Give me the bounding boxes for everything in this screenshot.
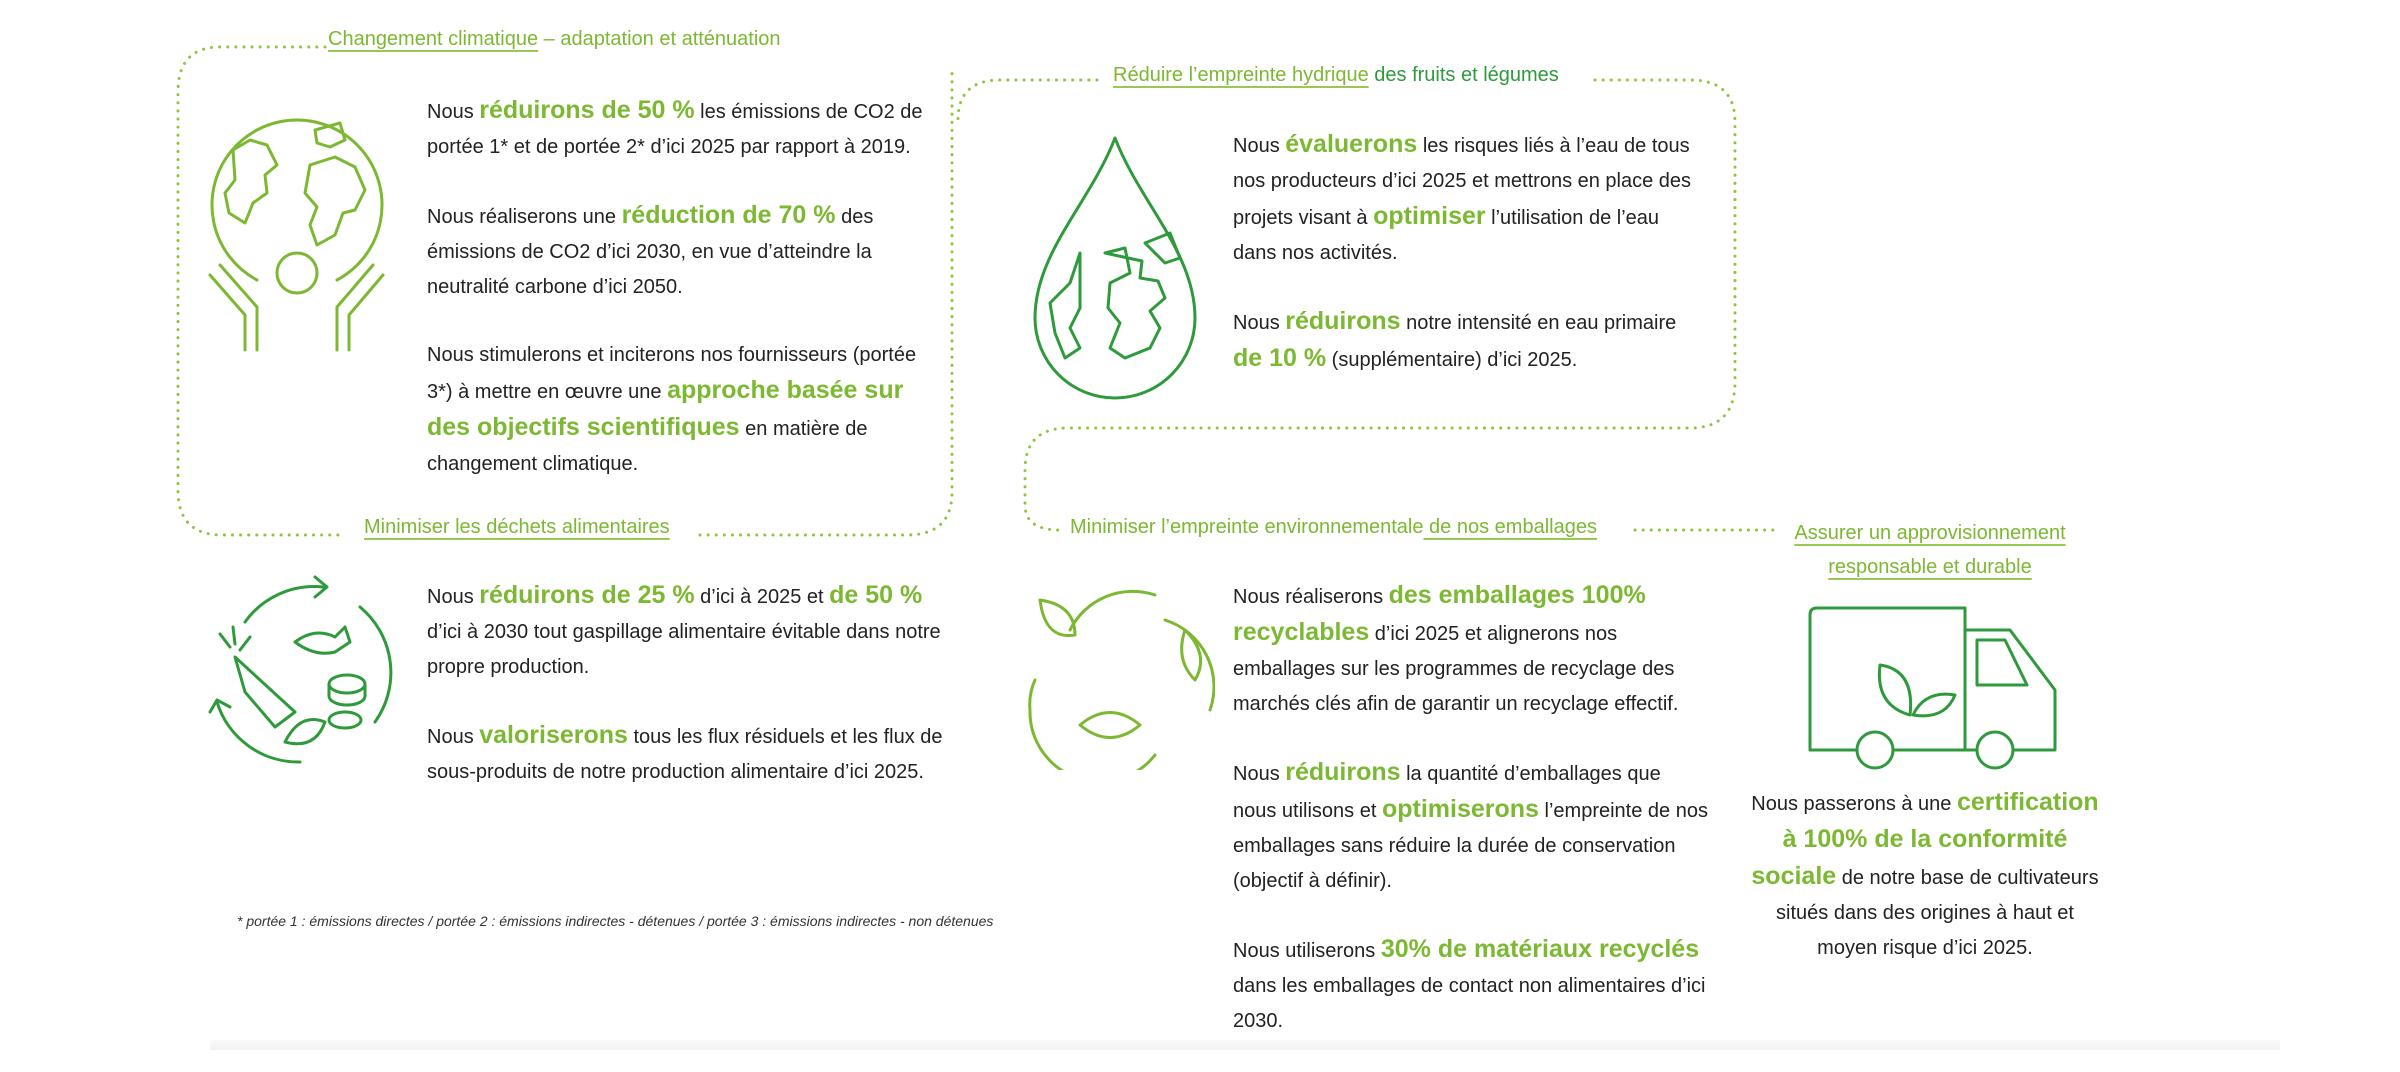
packaging-paragraph-2: Nous réduirons la quantité d’emballages que nous utilisons et optimiserons l’empreinte de nos emballages sans réduire la durée de conservation (objectif à définir). bbox=[1233, 758, 1708, 892]
sourcing-title bbox=[1780, 516, 2080, 584]
sourcing-title-line2: responsable et durable bbox=[1828, 556, 2032, 578]
climate-title bbox=[328, 28, 781, 51]
climate-title-main: Changement climatique bbox=[328, 28, 539, 50]
water-title-main: Réduire l’empreinte hydrique bbox=[1113, 64, 1369, 86]
water-title bbox=[1113, 64, 1559, 87]
waste-title bbox=[364, 516, 670, 539]
water-paragraph-1: Nous évaluerons les risques liés à l’eau de tous nos producteurs d’ici 2025 et mettrons en place des projets visant à optimiser l’utilisation de l’eau dans nos activités. bbox=[1233, 130, 1692, 264]
climate-title-rest: – adaptation et atténuation bbox=[538, 28, 781, 50]
packaging-text bbox=[1233, 578, 1708, 1072]
packaging-paragraph-1: Nous réaliserons des emballages 100% recyclables d’ici 2025 et alignerons nos emballages sur les programmes de recyclage des marchés clés afin de garantir un recyclage effectif. bbox=[1233, 581, 1679, 715]
sourcing-paragraph-1: Nous passerons à une certification à 100% de la conformité sociale de notre base de cultivateurs situés dans des origines à haut et moyen risque d’ici 2025. bbox=[1751, 788, 2099, 959]
packaging-title-rest: de nos emballages bbox=[1423, 516, 1597, 538]
climate-paragraph-1: Nous réduirons de 50 % les émissions de CO2 de portée 1* et de portée 2* d’ici 2025 par rapport à 2019. bbox=[427, 96, 923, 158]
water-drop-icon bbox=[1030, 133, 1200, 403]
sourcing-title-line1: Assurer un approvisionnement bbox=[1794, 522, 2066, 544]
packaging-title-main: Minimiser l’empreinte environnementale bbox=[1070, 516, 1424, 538]
bottom-shadow bbox=[210, 1040, 2280, 1050]
food-waste-recycle-icon bbox=[205, 572, 410, 777]
water-paragraph-2: Nous réduirons notre intensité en eau primaire de 10 % (supplémentaire) d’ici 2025. bbox=[1233, 307, 1677, 372]
footnote: * portée 1 : émissions directes / portée 2 : émissions indirectes - détenues / portée 3 : émissions indirectes - non détenues bbox=[237, 913, 994, 929]
waste-paragraph-1: Nous réduirons de 25 % d’ici à 2025 et de 50 % d’ici à 2030 tout gaspillage alimentaire évitable dans notre propre production. bbox=[427, 581, 941, 678]
recycle-leaves-icon bbox=[1015, 570, 1215, 770]
truck-leaf-icon bbox=[1805, 605, 2060, 775]
water-text bbox=[1233, 127, 1703, 411]
climate-text bbox=[427, 93, 937, 515]
waste-text bbox=[427, 578, 947, 823]
packaging-paragraph-3: Nous utiliserons 30% de matériaux recyclés dans les emballages de contact non alimentaires d’ici 2030. bbox=[1233, 935, 1706, 1032]
climate-paragraph-2: Nous réaliserons une réduction de 70 % des émissions de CO2 d’ici 2030, en vue d’atteindre la neutralité carbone d’ici 2050. bbox=[427, 201, 874, 298]
sourcing-text bbox=[1745, 785, 2105, 999]
globe-person-icon bbox=[205, 95, 390, 355]
climate-paragraph-3: Nous stimulerons et inciterons nos fournisseurs (portée 3*) à mettre en œuvre une approche basée sur des objectifs scientifiques en matière de changement climatique. bbox=[427, 344, 917, 475]
packaging-title bbox=[1070, 516, 1597, 539]
waste-paragraph-2: Nous valoriserons tous les flux résiduels et les flux de sous-produits de notre production alimentaire d’ici 2025. bbox=[427, 721, 943, 783]
waste-title-main: Minimiser les déchets alimentaires bbox=[364, 516, 670, 538]
water-title-rest: des fruits et légumes bbox=[1368, 64, 1559, 86]
